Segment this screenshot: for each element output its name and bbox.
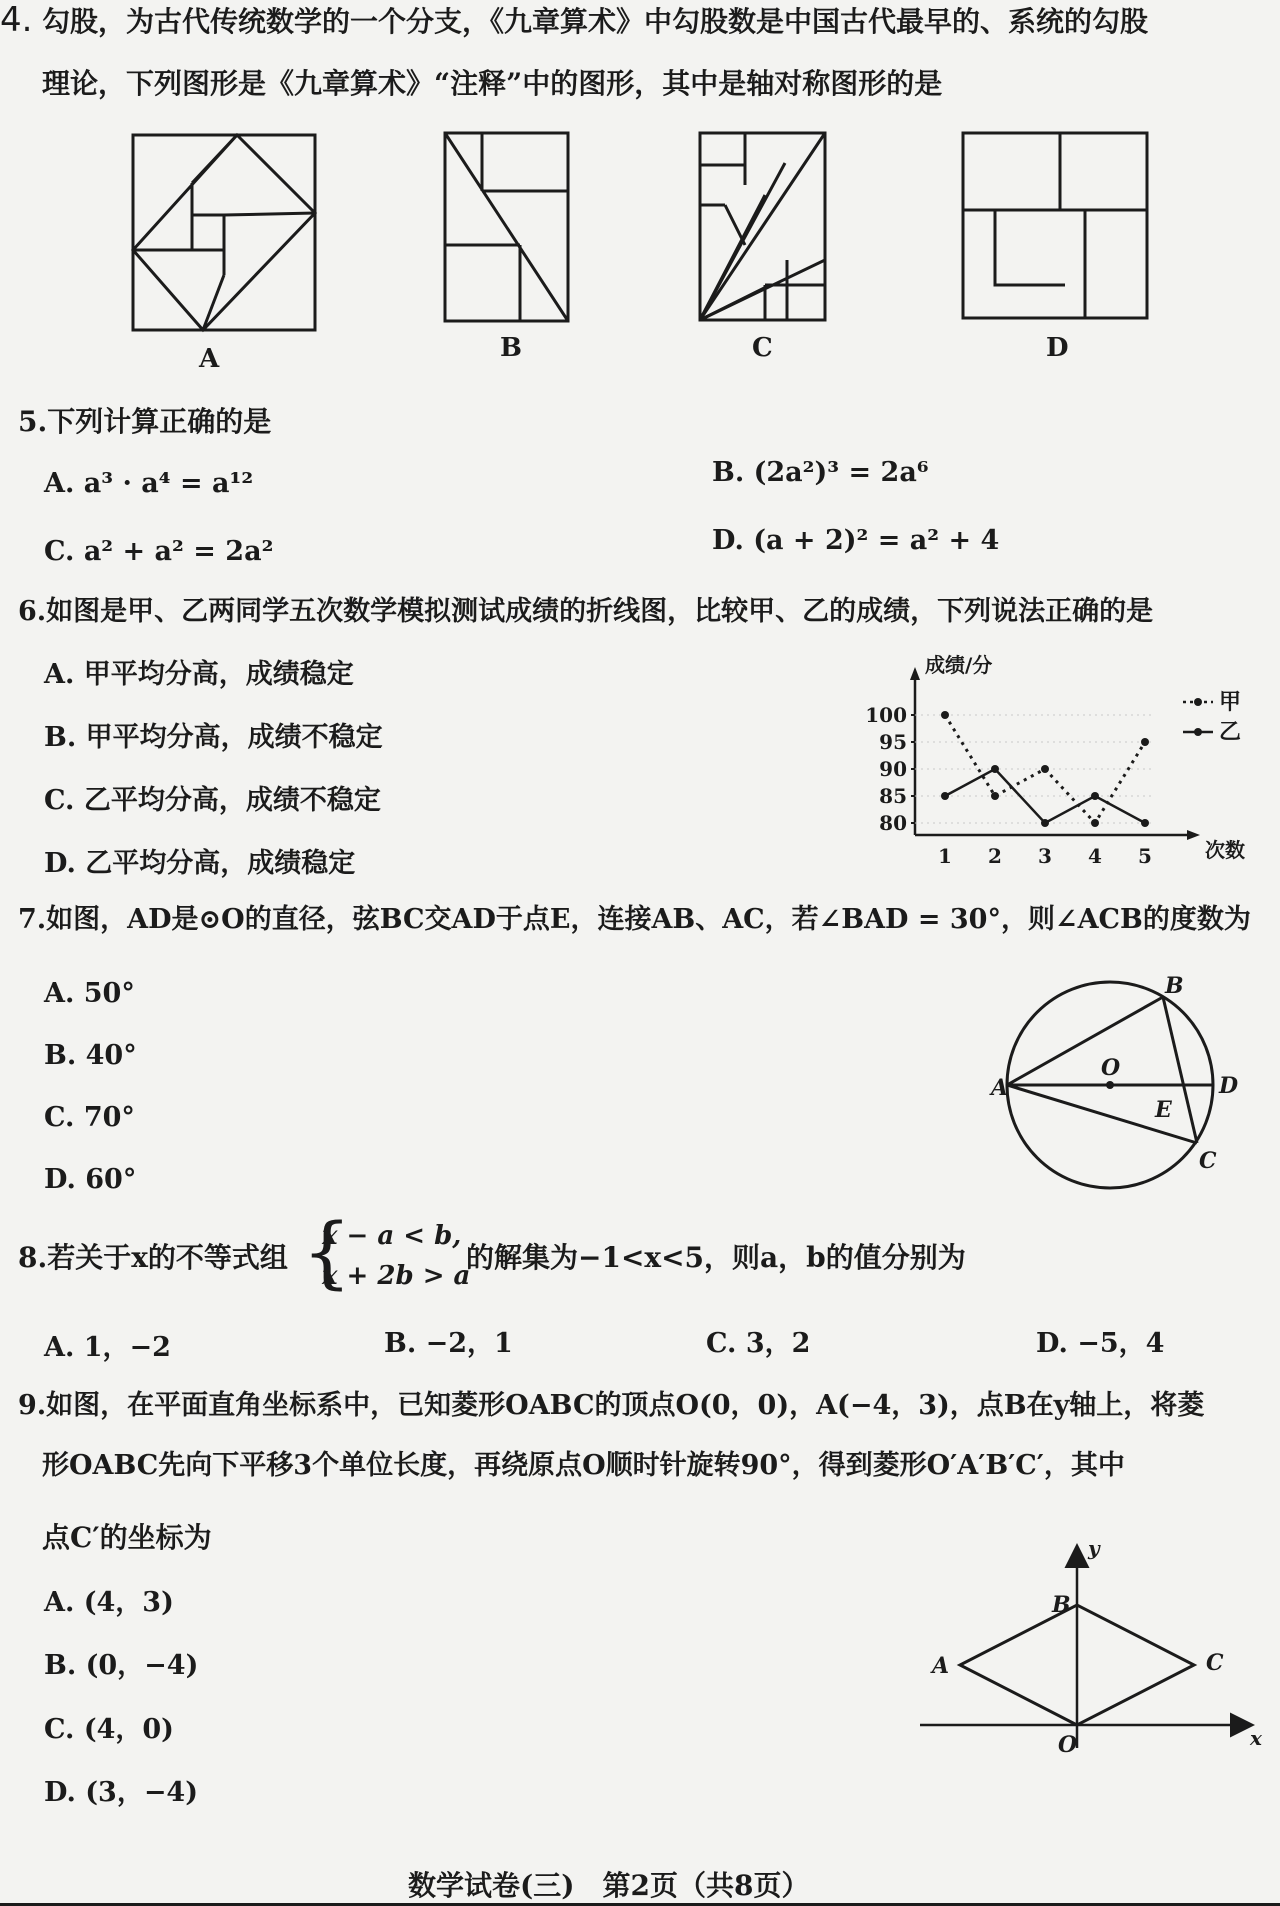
q9-stem-line3: 点C′的坐标为 bbox=[42, 1521, 212, 1554]
q9-stem-line1: 9.如图，在平面直角坐标系中，已知菱形OABC的顶点O(0，0)，A(−4，3)，点B在y轴上，将菱 bbox=[18, 1390, 1205, 1421]
q7-option-a: A. 50° bbox=[44, 978, 135, 1009]
q7-label-a: A bbox=[991, 1075, 1009, 1101]
q6-x-arrow bbox=[1187, 830, 1200, 840]
q4-figures bbox=[125, 125, 1155, 365]
q5-stem: 5.下列计算正确的是 bbox=[18, 405, 272, 438]
q6-option-d: D. 乙平均分高，成绩稳定 bbox=[44, 848, 356, 879]
q7-option-b: B. 40° bbox=[44, 1040, 137, 1071]
q4-figure-c bbox=[700, 133, 825, 320]
q7-option-c: C. 70° bbox=[44, 1102, 135, 1133]
q6-option-c: C. 乙平均分高，成绩不稳定 bbox=[44, 785, 381, 816]
q9-label-b: B bbox=[1052, 1592, 1071, 1618]
q6-option-b: B. 甲平均分高，成绩不稳定 bbox=[44, 722, 383, 753]
q6-series-point bbox=[991, 792, 999, 800]
q7-center-point bbox=[1106, 1081, 1114, 1089]
q8-prefix: 8.若关于x的不等式组 bbox=[18, 1241, 288, 1274]
q9-stem-line2: 形OABC先向下平移3个单位长度，再绕原点O顺时针旋转90°，得到菱形O′A′B′C′，其中 bbox=[42, 1450, 1125, 1481]
q6-y-axis-label: 成绩/分 bbox=[925, 653, 993, 677]
q6-y-tick-label: 95 bbox=[879, 730, 907, 754]
q6-y-tick-label: 80 bbox=[879, 811, 907, 835]
q7-stem: 7.如图，AD是⊙O的直径，弦BC交AD于点E，连接AB、AC，若∠BAD = 30°，则∠ACB的度数为 bbox=[18, 904, 1251, 935]
q7-option-d: D. 60° bbox=[44, 1164, 137, 1195]
q5-option-b: B. (2a²)³ = 2a⁶ bbox=[712, 457, 929, 488]
q4-label-a: A bbox=[199, 344, 220, 374]
q6-y-tick-label: 100 bbox=[865, 703, 907, 727]
q6-series-point bbox=[941, 792, 949, 800]
q8-option-d: D. −5，4 bbox=[1036, 1328, 1165, 1359]
q7-chord-ab bbox=[1007, 997, 1163, 1085]
q8-brace: { bbox=[302, 1208, 352, 1298]
q6-legend-label: 甲 bbox=[1219, 689, 1242, 715]
q6-series-point bbox=[1091, 819, 1099, 827]
q9-label-x: x bbox=[1250, 1726, 1262, 1750]
q9-rhombus-figure bbox=[900, 1530, 1270, 1760]
q6-series-point bbox=[1041, 819, 1049, 827]
q4-label-c: C bbox=[752, 333, 773, 363]
q8-system-line1: x − a < b, bbox=[322, 1221, 462, 1251]
q4-figure-b bbox=[445, 133, 568, 321]
q9-label-a: A bbox=[932, 1653, 950, 1679]
q6-x-tick-label: 5 bbox=[1138, 844, 1152, 868]
q7-label-o: O bbox=[1101, 1055, 1121, 1081]
q7-label-d: D bbox=[1219, 1073, 1239, 1099]
q7-circle-figure bbox=[985, 975, 1255, 1200]
q6-series-point bbox=[991, 765, 999, 773]
q9-option-d: D. (3，−4) bbox=[44, 1777, 198, 1808]
q9-option-a: A. (4，3) bbox=[44, 1587, 174, 1618]
q6-legend-marker bbox=[1194, 728, 1202, 736]
q5-option-a: A. a³ · a⁴ = a¹² bbox=[44, 468, 254, 499]
q8-suffix: 的解集为−1<x<5，则a，b的值分别为 bbox=[466, 1241, 966, 1274]
q6-legend-label: 乙 bbox=[1219, 719, 1242, 745]
q6-y-tick-label: 85 bbox=[879, 784, 907, 808]
q6-series-point bbox=[1041, 765, 1049, 773]
q9-option-c: C. (4，0) bbox=[44, 1714, 174, 1745]
q7-label-c: C bbox=[1199, 1148, 1217, 1174]
q4-number: 4. bbox=[0, 0, 33, 40]
q8-option-c: C. 3，2 bbox=[706, 1328, 811, 1359]
q4-label-b: B bbox=[500, 333, 522, 363]
q8-system-line2: x + 2b > a bbox=[322, 1261, 471, 1291]
q6-x-tick-label: 1 bbox=[938, 844, 952, 868]
q9-label-c: C bbox=[1206, 1650, 1224, 1676]
q6-line-chart bbox=[860, 640, 1270, 880]
q9-label-y: y bbox=[1088, 1536, 1100, 1560]
q6-y-arrow bbox=[910, 667, 920, 680]
q6-y-tick-label: 90 bbox=[879, 757, 907, 781]
q5-option-d: D. (a + 2)² = a² + 4 bbox=[712, 525, 1000, 556]
q4-figure-d bbox=[963, 133, 1147, 318]
q6-series-point bbox=[941, 711, 949, 719]
q7-label-e: E bbox=[1155, 1097, 1172, 1123]
q4-figure-a bbox=[133, 135, 315, 330]
q6-option-a: A. 甲平均分高，成绩稳定 bbox=[44, 659, 354, 690]
q4-stem-line1: 勾股，为古代传统数学的一个分支，《九章算术》中勾股数是中国古代最早的、系统的勾股 bbox=[42, 5, 1149, 38]
q6-x-tick-label: 3 bbox=[1038, 844, 1052, 868]
q6-series-point bbox=[1141, 819, 1149, 827]
q9-option-b: B. (0，−4) bbox=[44, 1650, 199, 1681]
q6-x-axis-label: 次数 bbox=[1205, 838, 1245, 862]
q8-option-b: B. −2，1 bbox=[384, 1328, 513, 1359]
q6-x-tick-label: 2 bbox=[988, 844, 1002, 868]
page-footer: 数学试卷(三) 第2页（共8页） bbox=[408, 1869, 810, 1902]
q6-series-point bbox=[1091, 792, 1099, 800]
q6-x-tick-label: 4 bbox=[1088, 844, 1102, 868]
q6-stem: 6.如图是甲、乙两同学五次数学模拟测试成绩的折线图，比较甲、乙的成绩，下列说法正确的是 bbox=[18, 596, 1154, 627]
q4-stem-line2: 理论，下列图形是《九章算术》“注释”中的图形，其中是轴对称图形的是 bbox=[42, 67, 943, 100]
q7-label-b: B bbox=[1165, 975, 1184, 999]
q6-series-point bbox=[1141, 738, 1149, 746]
q8-option-a: A. 1，−2 bbox=[44, 1332, 171, 1363]
q6-legend-marker bbox=[1194, 698, 1202, 706]
q5-option-c: C. a² + a² = 2a² bbox=[44, 536, 274, 567]
q9-label-o: O bbox=[1058, 1732, 1078, 1758]
q4-label-d: D bbox=[1046, 333, 1069, 363]
